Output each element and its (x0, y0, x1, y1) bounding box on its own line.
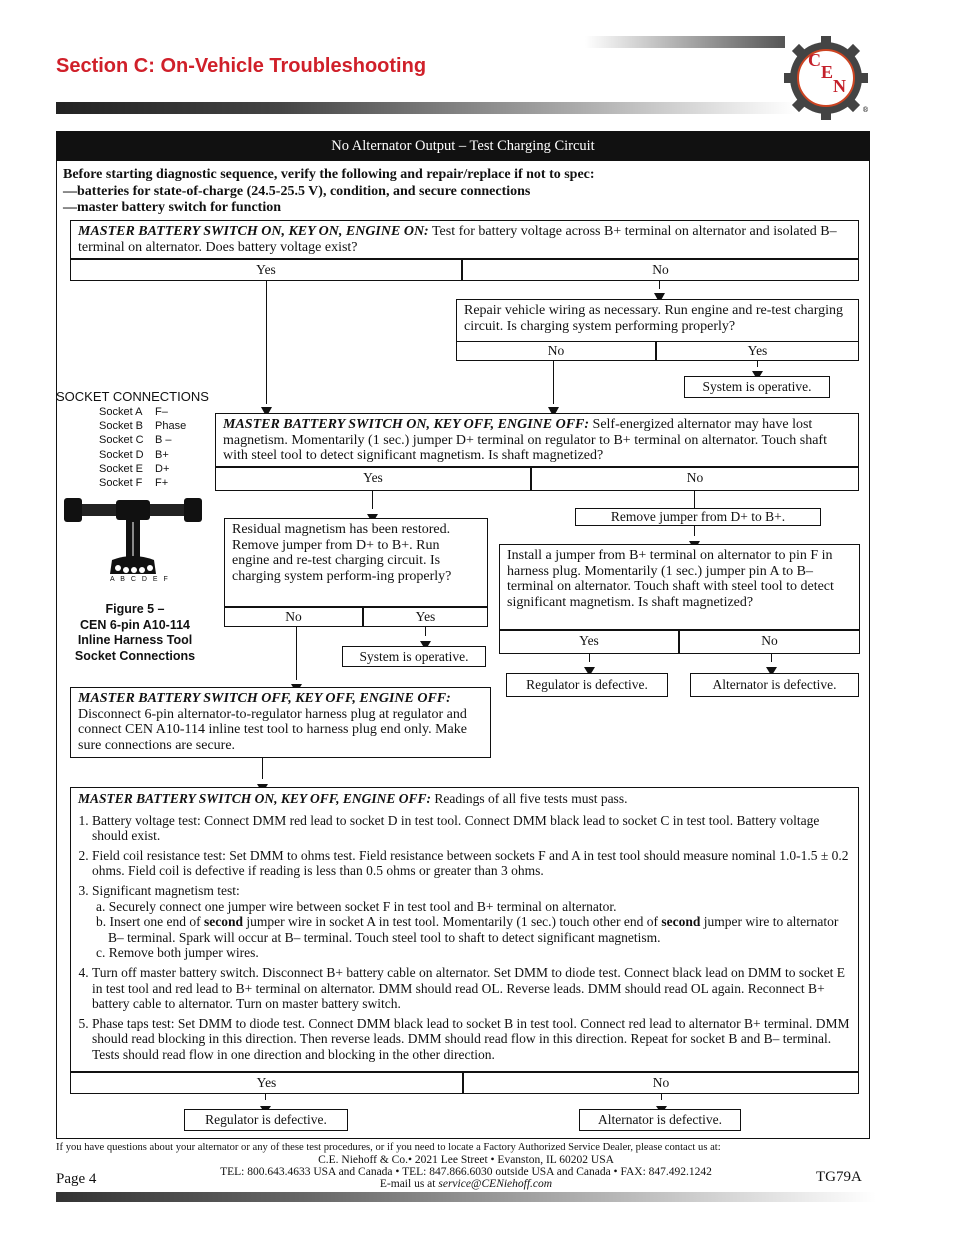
step2-yes-box: Residual magnetism has been restored. Remove jumper from D+ to B+. Run engine and re-test charging circuit. Is charging system perform-ing properly? (224, 518, 488, 607)
step1-no-no: No (456, 341, 656, 361)
step1-lead: MASTER BATTERY SWITCH ON, KEY ON, ENGINE ON: (78, 224, 429, 239)
step2-text: Self-energized alternator may have lost magnetism. Momentarily (1 sec.) jumper D+ terminal on regulator to B+ terminal on alternator. Touch shaft with steel tool to detect significant magnetism. Is shaft magnetized? (223, 417, 827, 463)
logo-letter-n: N (833, 76, 846, 96)
connector-line (553, 361, 554, 404)
step4-text: Readings of all five tests must pass. (430, 791, 628, 806)
step2-yes-no: No (224, 607, 363, 627)
test-phase-taps: 5. Phase taps test: Set DMM to diode test. Connect DMM black lead to socket B in test tool. Connect red lead to alternator B+ terminal. DMM should read blocking in this direction. Then reverse leads. DMM should read flow in this direction. Repeat for socket B and B– terminal. Tests should read flow in one direction and blocking in the other direction. (92, 1016, 851, 1063)
step4-result-regulator: Regulator is defective. (184, 1109, 348, 1131)
step3-lead: MASTER BATTERY SWITCH OFF, KEY OFF, ENGINE OFF: (78, 691, 451, 706)
step4-lead: MASTER BATTERY SWITCH ON, KEY OFF, ENGINE OFF: (78, 791, 431, 806)
socket-table (99, 405, 209, 490)
step3-text: Disconnect 6-pin alternator-to-regulator harness plug at regulator and connect CEN A10-114 inline test tool to harness plug end only. Make sure connections are secure. (78, 706, 467, 753)
footer-contact: If you have questions about your alternator or any of these test procedures, or if you need to locate a Factory Authorized Service Dealer, please contact us at: (56, 1142, 721, 1153)
test-magnetism: 3. Significant magnetism test: a. Securely connect one jumper wire between socket F in test tool and B+ terminal on alternator. b. Insert one end of second jumper wire in socket A in test tool. Momentarily (1 sec.) touch other end of second jumper wire to alternator B– terminal. Spark will occur at B– terminal. Touch steel tool to shaft to detect significant magnetism. c. Remove both jumper wires. (92, 883, 851, 961)
step2-result-operative: System is operative. (342, 646, 486, 667)
step2-no-box: Install a jumper from B+ terminal on alternator to pin F in harness plug. Momentarily (1 sec.) jumper pin A to B– terminal on alternator. Touch shaft with steel tool to detect significant magnetism. Is shaft magnetized? (499, 544, 860, 630)
step2-no-yes: Yes (499, 630, 679, 654)
step1-yes: Yes (70, 259, 462, 281)
step2-box (215, 413, 859, 467)
precondition-switch: —master battery switch for function (63, 200, 282, 215)
socket-title: SOCKET CONNECTIONS (56, 389, 209, 404)
cen-logo (776, 36, 872, 120)
footer-email: E-mail us at service@CENiehoff.com (379, 1178, 553, 1190)
figure-caption: Figure 5 – CEN 6-pin A10-114 Inline Harness Tool Socket Connections (74, 602, 196, 663)
socket-row: Socket D B+ (99, 448, 169, 461)
email-link[interactable]: service@CENiehoff.com (438, 1178, 553, 1190)
header-rule (56, 102, 796, 114)
socket-row: Socket B Phase (99, 420, 187, 433)
step3-box (70, 687, 491, 758)
footer-rule (56, 1192, 876, 1202)
footer-phones: TEL: 800.643.4633 USA and Canada • TEL: 847.866.6030 outside USA and Canada • FAX: 847.492.1242 (220, 1166, 712, 1178)
plug-letters: A B C D E F (110, 576, 170, 583)
step2-yes: Yes (215, 467, 531, 491)
step1-no: No (462, 259, 859, 281)
section-title: Section C: On-Vehicle Troubleshooting (56, 55, 427, 77)
step1-box (70, 220, 859, 259)
step4-yes: Yes (70, 1072, 463, 1094)
header-decor-bar (585, 36, 785, 48)
connector-line (296, 627, 297, 680)
test-field-coil: 2. Field coil resistance test: Set DMM to ohms test. Field resistance between sockets F and A in test tool should measure nominal 1.0-1.5 ± 0.2 ohms. Field coil is defective if reading is less than 0.5 ohms or greater than 3 ohms. (92, 848, 851, 879)
step2-remove-jumper: Remove jumper from D+ to B+. (575, 508, 821, 526)
socket-row: Socket C B – (99, 434, 172, 447)
step4-no: No (463, 1072, 859, 1094)
page-number: Page 4 (56, 1171, 97, 1187)
step2-yes-yes: Yes (363, 607, 488, 627)
registered-mark: ® (862, 106, 869, 114)
connector-line (266, 281, 267, 404)
preconditions (63, 167, 863, 217)
step2-result-alternator: Alternator is defective. (690, 673, 859, 697)
step2-no-no: No (679, 630, 860, 654)
step1-text: Test for battery voltage across B+ terminal on alternator and isolated B– terminal on alternator. Does battery voltage exist? (78, 224, 837, 255)
connector-line (694, 491, 695, 508)
step1-no-box: Repair vehicle wiring as necessary. Run engine and re-test charging circuit. Is charging system performing properly? (456, 299, 859, 342)
footer-address: C.E. Niehoff & Co.• 2021 Lee Street • Evanston, IL 60202 USA (318, 1154, 614, 1166)
test-diode: 4. Turn off master battery switch. Disconnect B+ battery cable on alternator. Set DMM to diode test. Connect black lead on DMM to socket E in test tool and red lead to B+ terminal on alternator. DMM should read OL. Reverse leads. DMM should read OL again. Reconnect B+ battery cable to alternator. Turn on master battery switch. (92, 965, 851, 1012)
test-battery-voltage: 1. Battery voltage test: Connect DMM red lead to socket D in test tool. Connect DMM black lead to socket C in test tool. Battery voltage should exist. (92, 813, 851, 844)
socket-row: Socket E D+ (99, 462, 170, 475)
socket-row: Socket F F+ (99, 477, 169, 490)
logo-letter-c: C (808, 50, 821, 70)
logo-letter-e: E (821, 62, 834, 82)
step1-result-operative: System is operative. (684, 376, 830, 398)
step2-result-regulator: Regulator is defective. (506, 673, 668, 697)
harness-tool-figure (60, 492, 210, 592)
step2-no: No (531, 467, 859, 491)
step4-box (70, 787, 859, 1072)
step4-result-alternator: Alternator is defective. (579, 1109, 741, 1131)
step2-lead: MASTER BATTERY SWITCH ON, KEY OFF, ENGINE OFF: (223, 417, 590, 432)
precondition-batteries: —batteries for state-of-charge (24.5-25.5 V), condition, and secure connections (63, 183, 531, 199)
doc-code: TG79A (816, 1169, 862, 1185)
connector-line (262, 758, 263, 779)
precondition-intro: Before starting diagnostic sequence, verify the following and repair/replace if not to spec: (63, 167, 595, 182)
socket-row: Socket A F– (99, 406, 168, 418)
connector-line (372, 491, 373, 509)
flowchart-header: No Alternator Output – Test Charging Circuit (56, 131, 870, 161)
step1-no-yes: Yes (656, 341, 859, 361)
